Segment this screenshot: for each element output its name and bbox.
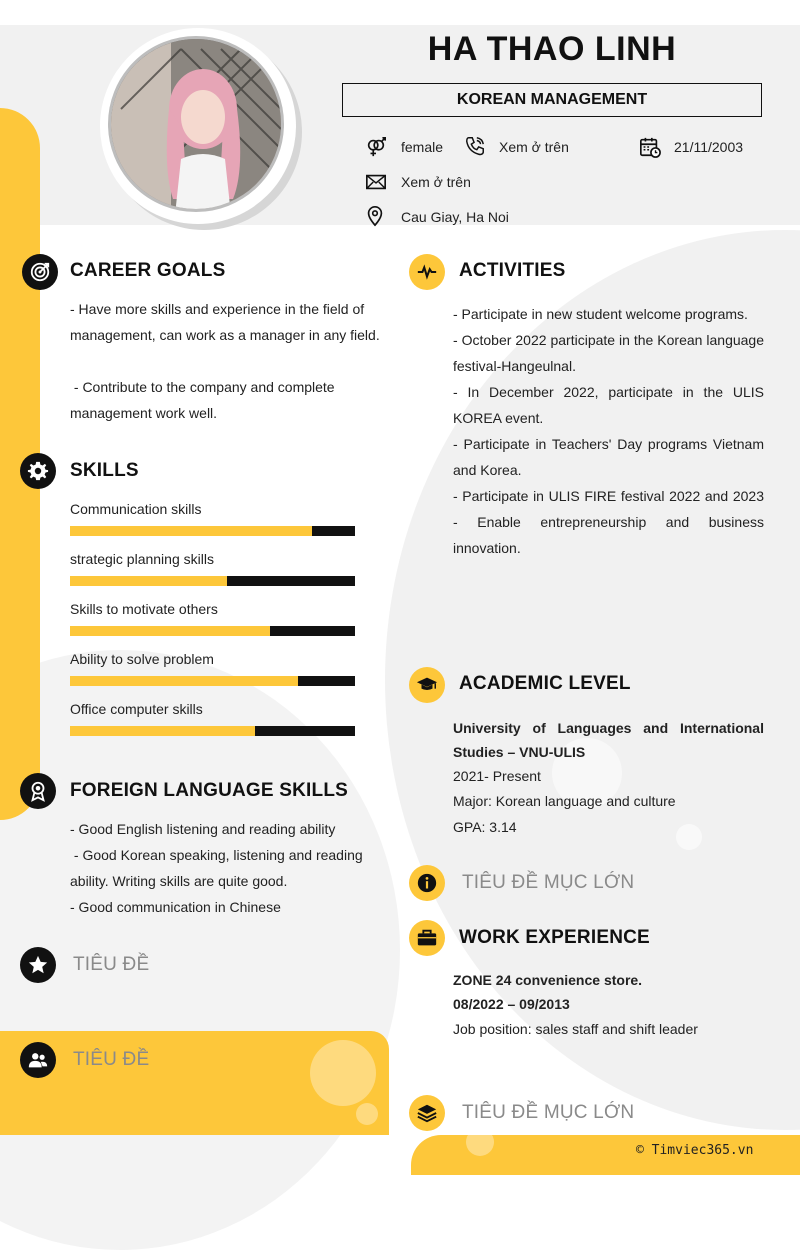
academic-content xyxy=(453,716,764,840)
phone-icon xyxy=(464,135,486,157)
activity-line: - October 2022 participate in the Korean language festival-Hangeulnal. xyxy=(453,332,764,374)
location-pin-icon xyxy=(364,205,386,227)
background-circle-left xyxy=(0,650,400,1250)
school-name: University of Languages and International Studies – VNU-ULIS xyxy=(453,720,764,760)
skill-name: Communication skills xyxy=(70,501,202,517)
placeholder-heading[interactable]: TIÊU ĐỀ xyxy=(73,1049,150,1070)
address-value: Cau Giay, Ha Noi xyxy=(401,209,509,225)
decor-bubble xyxy=(310,1040,376,1106)
language-line: - Good Korean speaking, listening and reading ability. Writing skills are quite good. xyxy=(70,847,367,889)
placeholder-heading[interactable]: TIÊU ĐỀ MỤC LỚN xyxy=(462,872,635,893)
activity-line: - In December 2022, participate in the ULIS KOREA event. xyxy=(453,384,764,426)
email-icon xyxy=(365,171,387,193)
career-goals-text xyxy=(70,296,380,426)
skill-bar xyxy=(70,626,355,636)
language-line: - Good English listening and reading ability xyxy=(70,821,336,837)
foreign-language-text xyxy=(70,816,370,920)
placeholder-heading[interactable]: TIÊU ĐỀ xyxy=(73,954,150,975)
work-title: WORK EXPERIENCE xyxy=(459,927,650,948)
activity-line: - Participate in new student welcome programs. xyxy=(453,306,748,322)
career-goal-line: - Contribute to the company and complete management work well. xyxy=(70,379,339,421)
skill-bar-fill xyxy=(70,626,270,636)
phone-value[interactable]: Xem ở trên xyxy=(499,139,569,155)
placeholder-heading[interactable]: TIÊU ĐỀ MỤC LỚN xyxy=(462,1102,635,1123)
company-name: ZONE 24 convenience store. xyxy=(453,972,643,988)
skill-bar-fill xyxy=(70,576,227,586)
work-period: 08/2022 – 09/2013 xyxy=(453,996,570,1012)
activity-line: - Participate in Teachers' Day programs Vietnam and Korea. xyxy=(453,436,764,478)
study-period: 2021- Present xyxy=(453,768,541,784)
job-role: Job position: sales staff and shift leader xyxy=(453,1021,698,1037)
skill-bar-fill xyxy=(70,676,298,686)
skill-name: Ability to solve problem xyxy=(70,651,214,667)
career-goals-title: CAREER GOALS xyxy=(70,260,226,281)
footer-watermark: © Timviec365.vn xyxy=(636,1143,754,1158)
foreign-language-title: FOREIGN LANGUAGE SKILLS xyxy=(70,780,348,801)
skill-name: strategic planning skills xyxy=(70,551,214,567)
gender-value: female xyxy=(401,139,444,155)
gender-icon xyxy=(365,136,387,158)
skill-bar-fill xyxy=(70,726,255,736)
pulse-icon xyxy=(409,254,445,290)
skill-name: Office computer skills xyxy=(70,701,203,717)
dob-value: 21/11/2003 xyxy=(674,139,744,155)
calendar-icon xyxy=(639,136,661,158)
major: Major: Korean language and culture xyxy=(453,793,676,809)
skills-title: SKILLS xyxy=(70,460,139,481)
skill-bar xyxy=(70,576,355,586)
decor-bubble xyxy=(466,1128,494,1156)
skill-bar xyxy=(70,676,355,686)
graduation-cap-icon xyxy=(409,667,445,703)
gear-icon xyxy=(20,453,56,489)
activity-line: - Participate in ULIS FIRE festival 2022 and 2023 - Enable entrepreneurship and business innovation. xyxy=(453,488,764,556)
gpa: GPA: 3.14 xyxy=(453,819,517,835)
email-value[interactable]: Xem ở trên xyxy=(401,174,471,190)
job-position: KOREAN MANAGEMENT xyxy=(342,83,762,117)
star-icon xyxy=(20,947,56,983)
info-icon xyxy=(409,865,445,901)
activities-title: ACTIVITIES xyxy=(459,260,566,281)
skill-bar xyxy=(70,726,355,736)
language-line: - Good communication in Chinese xyxy=(70,899,281,915)
award-icon xyxy=(20,773,56,809)
avatar[interactable] xyxy=(108,36,284,212)
skill-bar xyxy=(70,526,355,536)
work-content xyxy=(453,968,764,1042)
candidate-name: HA THAO LINH xyxy=(427,30,677,68)
activities-text xyxy=(453,301,764,561)
avatar-photo-icon xyxy=(111,39,284,212)
career-goal-line: - Have more skills and experience in the field of management, can work as a manager in any field. xyxy=(70,301,380,343)
skill-bar-fill xyxy=(70,526,312,536)
decor-bubble xyxy=(356,1103,378,1125)
users-icon xyxy=(20,1042,56,1078)
academic-title: ACADEMIC LEVEL xyxy=(459,673,631,694)
briefcase-icon xyxy=(409,920,445,956)
layers-icon xyxy=(409,1095,445,1131)
target-icon xyxy=(22,254,58,290)
skill-name: Skills to motivate others xyxy=(70,601,218,617)
